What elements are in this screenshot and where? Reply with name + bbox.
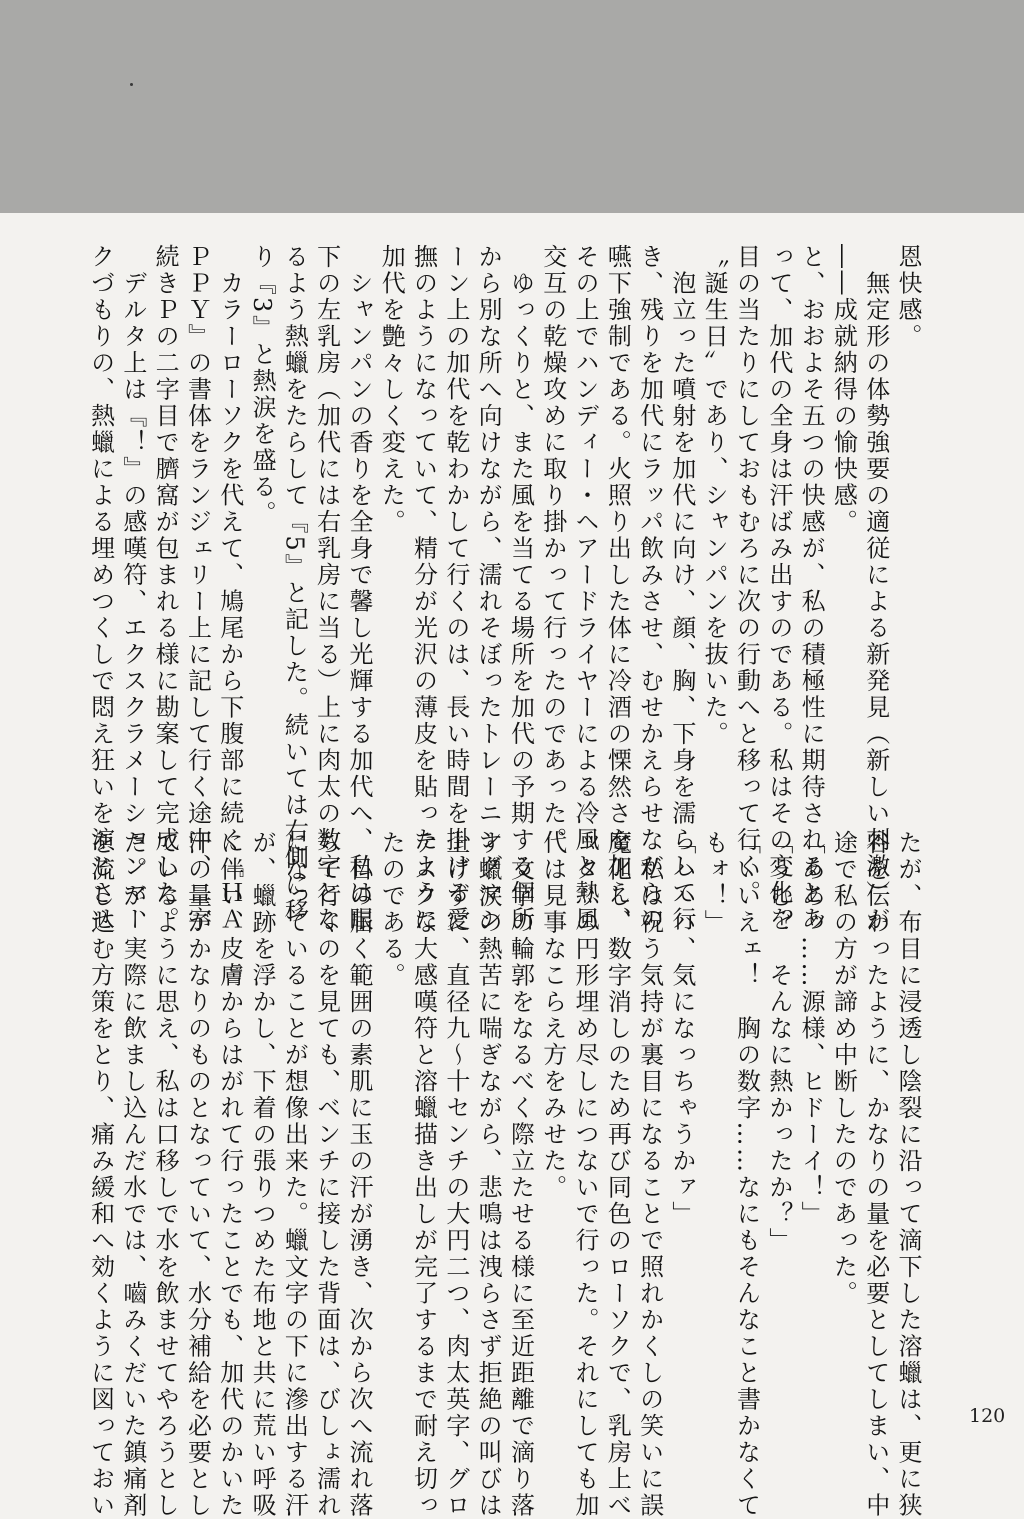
- text-line: たが、布目に浸透し陰裂に沿って滴下した溶蠟は、更に狭: [894, 830, 922, 1519]
- text-line: に伴い、皮膚からはがれて行ったことでも、加代のかいた: [215, 830, 244, 1519]
- text-line: 「いいえェ！ 胸の数字……なにもそんなこと書かなくて: [732, 830, 761, 1519]
- text-line: デルタ上は『！』の感嘆符、エクスクラメーションマー: [118, 244, 147, 933]
- text-line: ているように思え、私は口移しで水を飲ませてやろうとし: [151, 830, 180, 1519]
- text-line: が、蠟跡を浮かし、下着の張りつめた布地と共に荒い呼吸: [248, 830, 277, 1519]
- ink-speck: [130, 83, 133, 86]
- text-line: を流し込む方策をとり、痛み緩和へ効くように図っておい: [86, 830, 115, 1519]
- text-line: クづもりの、熱蠟による埋めつくしで悶え狂いを演じさせ: [86, 244, 115, 933]
- text-line: す蠟涙の熱苦に喘ぎながら、悲鳴は洩らさず拒絶の叫びは: [474, 830, 503, 1519]
- text-block-lower: [86, 830, 924, 1519]
- text-line: って、加代の全身は汗ばみ出すのである。私はその変化を: [764, 244, 793, 933]
- text-line: 文字の輪郭をなるべく際立たせる様に至近距離で滴り落: [506, 830, 535, 1519]
- top-gray-band: [0, 0, 1024, 213]
- text-line: カラーローソクを代えて、鳩尾から下腹部に続く『ＨＡ: [215, 244, 244, 933]
- text-line: もォ！」: [700, 830, 729, 936]
- text-line: から別な所へ向けながら、濡れそぼったトレーニングマシ: [474, 244, 503, 933]
- text-line: 代は見事なこらえ方をみせた。: [538, 830, 567, 1201]
- text-line: ちて行くのを見ても、ベンチに接した背面は、びしょ濡れ: [312, 830, 341, 1519]
- text-line: 撫のようになっていて、精分が光沢の薄皮を貼ったように: [409, 244, 438, 933]
- text-line: 嚥下強制である。火照り出した体に冷酒の慄然さを加え、: [603, 244, 632, 933]
- text-line: になっていることが想像出来た。蠟文字の下に滲出する汗: [280, 830, 309, 1519]
- text-line: と、おおよそ五つの快感が、私の積極性に期待されるとあ: [797, 244, 826, 933]
- text-line: 私は祝う気持が裏目になることで照れかくしの笑いに誤: [635, 830, 664, 1519]
- text-line: 目の当たりにしておもむろに次の行動へと移って行く。: [732, 244, 761, 907]
- text-line: 無定形の体勢強要の適従による新発見（新しい刺激）が: [861, 244, 890, 933]
- text-line: た。が、実際に飲まし込んだ水では、嚙みくだいた鎮痛剤: [118, 830, 147, 1519]
- text-line: 交互の乾燥攻めに取り掛かって行ったのであった。: [538, 244, 567, 854]
- text-line: ――成就納得の愉快感。: [829, 244, 858, 536]
- text-line: ゆっくりと、また風を当てる場所を加代の予期する個所: [506, 244, 535, 933]
- text-line: 下の左乳房（加代には右乳房に当る）上に肉太の数字とな: [312, 244, 341, 933]
- text-line: ＰＰＹ』の書体をランジェリー上に記して行く途中、二字: [183, 244, 212, 933]
- text-line: るよう熱蠟をたらして『5』と記した。続いては右側に移: [280, 244, 309, 925]
- text-line: 目の届く範囲の素肌に玉の汗が湧き、次から次へ流れ落: [344, 830, 373, 1519]
- text-line: シャンパンの香りを全身で馨し光輝する加代へ、私は眼: [344, 244, 373, 933]
- text-line: 恩快感。: [894, 244, 922, 350]
- text-line: 〝誕生日〟であり、シャンパンを抜いた。: [700, 244, 729, 748]
- text-line: その上でハンディー・ヘアードライヤーによる冷風と熱風: [571, 244, 600, 933]
- page-number: 120: [969, 1405, 1006, 1427]
- text-line: 「ああッ……源様、ヒドーイ！」: [797, 830, 826, 1228]
- text-line: 途で私の方が諦め中断したのであった。: [829, 830, 858, 1307]
- text-line: 「ハハハ、気になっちゃうかァ」: [667, 830, 696, 1228]
- text-line: 汗の量がかなりのものとなっていて、水分補給を必要とし: [183, 830, 212, 1519]
- text-line: ッタリの円形埋め尽しにつないで行った。それにしても加: [571, 830, 600, 1519]
- text-line: き、残りを加代にラッパ飲みさせ、むせかえらせながらの: [635, 244, 664, 933]
- text-line: 泡立った噴射を加代に向け、顔、胸、下身を濡らして行: [667, 244, 696, 933]
- text-line: ーン上の加代を乾わかして行くのは、長い時間を掛ける愛: [441, 244, 470, 933]
- text-line: 「うむ？ そんなに熱かったか？」: [764, 830, 793, 1254]
- text-line: 谷を伝わったように、かなりの量を必要としてしまい、中: [861, 830, 890, 1519]
- text-line: 上げずに、直径九～十センチの大円二つ、肉太英字、グロ: [441, 830, 470, 1519]
- text-line: 続きＰの二字目で臍窩が包まれる様に勘案して完成した。: [151, 244, 180, 933]
- text-line: り『3』と熱涙を盛る。: [248, 244, 277, 527]
- text-line: たのである。: [377, 830, 406, 989]
- text-line: 加代を艶々しく変えた。: [377, 244, 406, 536]
- text-line: 魔化し、数字消しのため再び同色のローソクで、乳房上べ: [603, 830, 632, 1519]
- text-line: テスクな大感嘆符と溶蠟描き出しが完了するまで耐え切っ: [409, 830, 438, 1519]
